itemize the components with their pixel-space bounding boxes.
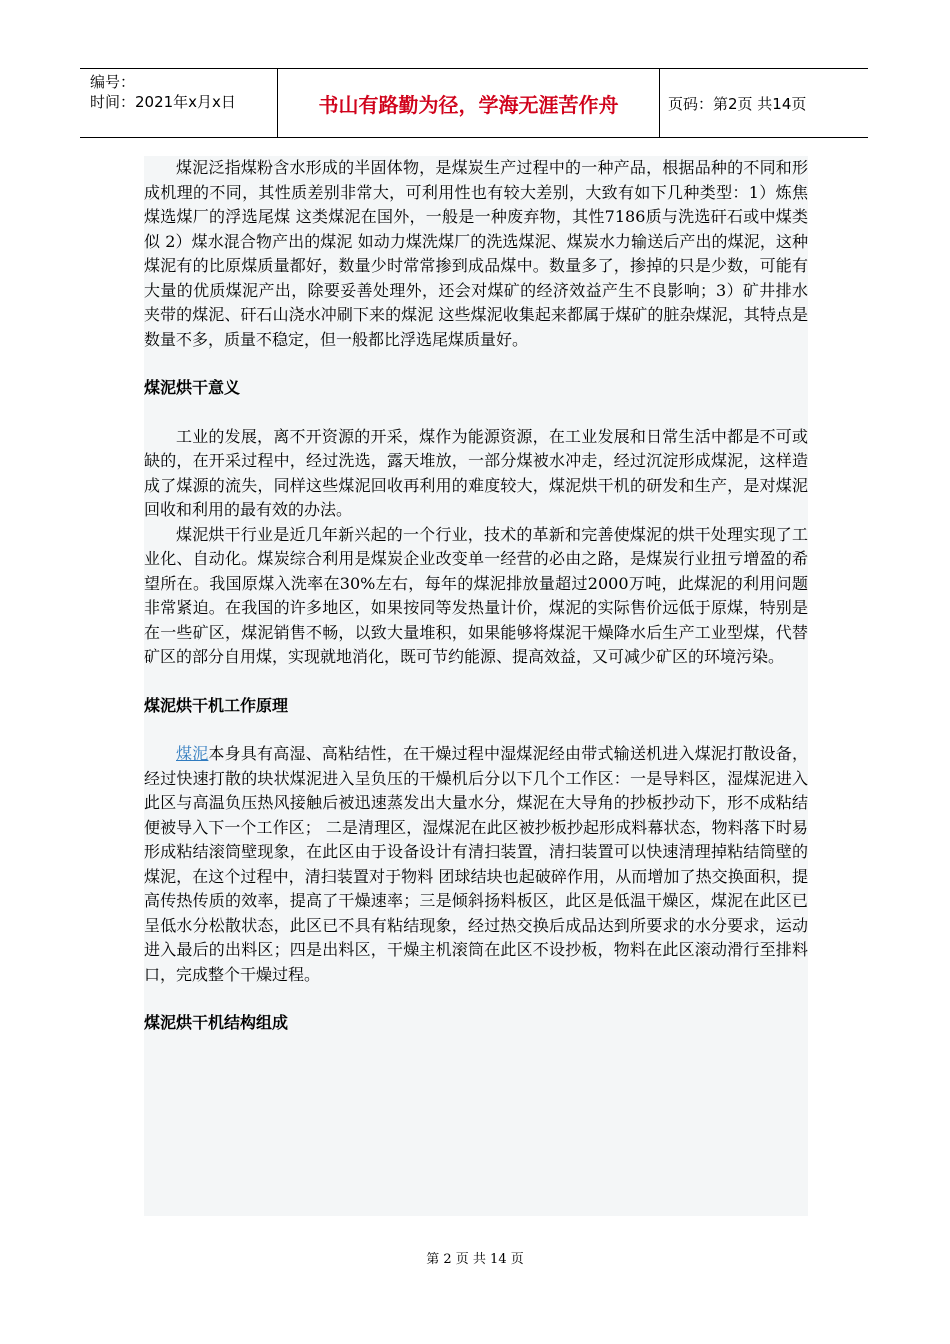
document-body: [144, 156, 808, 1216]
paragraph-working-principle: [144, 742, 808, 987]
header-meta: [80, 69, 278, 137]
working-principle-text: 本身具有高湿、高粘结性，在干燥过程中湿煤泥经由带式输送机进入煤泥打散设备，经过快速打散的块状煤泥进入呈负压的干燥机后分以下几个工作区：一是导料区，湿煤泥进入此区与高温负压热风接触后被迅速蒸发出大量水分，煤泥在大导角的抄板抄动下，形不成粘结便被导入下一个工作区； 二是清理区，湿煤泥在此区被抄板抄起形成料幕状态，物料落下时易形成粘结滚筒壁现象，在此区由于设备设计有清扫装置，清扫装置可以快速清理掉粘结筒壁的煤泥，在这个过程中，清扫装置对于物料 团球结块也起破碎作用，从而增加了热交换面积，提高传热传质的效率，提高了干燥速率；三是倾斜扬料板区，此区是低温干燥区，煤泥在此区已呈低水分松散状态，此区已不具有粘结现象，经过热交换后成品达到所要求的水分要求，运动进入最后的出料区；四是出料区，干燥主机滚筒在此区不设抄板，物料在此区滚动滑行至排料口，完成整个干燥过程。: [144, 744, 808, 984]
header-page-number: 页码：第2页 共14页: [668, 94, 807, 113]
page-footer: 第 2 页 共 14 页: [426, 1252, 524, 1267]
heading-drying-significance: 煤泥烘干意义: [144, 378, 241, 397]
header-motto: 书山有路勤为径，学海无涯苦作舟: [278, 69, 660, 137]
document-number: 编号：: [90, 73, 136, 91]
heading-working-principle: 煤泥烘干机工作原理: [144, 695, 289, 715]
paragraph-significance-2: 煤泥烘干行业是近几年新兴起的一个行业，技术的革新和完善使煤泥的烘干处理实现了工业化、自动化。煤炭综合利用是煤炭企业改变单一经营的必由之路，是煤炭行业扭亏增盈的希望所在。我国原煤入洗率在30%左右，每年的煤泥排放量超过2000万吨，此煤泥的利用问题非常紧迫。在我国的许多地区，如果按同等发热量计价，煤泥的实际售价远低于原煤，特别是在一些矿区，煤泥销售不畅，以致大量堆积，如果能够将煤泥干燥降水后生产工业型煤，代替矿区的部分自用煤，实现就地消化，既可节约能源、提高效益，又可减少矿区的环境污染。: [144, 524, 808, 666]
document-date: 时间：2021年x月x日: [90, 93, 236, 111]
page-header: [80, 68, 868, 138]
coal-slime-link[interactable]: 煤泥: [176, 744, 209, 763]
heading-structure: 煤泥烘干机结构组成: [144, 1013, 289, 1032]
paragraph-intro: 煤泥泛指煤粉含水形成的半固体物，是煤炭生产过程中的一种产品，根据品种的不同和形成机理的不同，其性质差别非常大，可利用性也有较大差别，大致有如下几种类型：1）炼焦煤选煤厂的浮选尾煤 这类煤泥在国外，一般是一种废弃物，其性7186质与洗选矸石或中煤类似 2）煤水混合物产出的煤泥 如动力煤洗煤厂的洗选煤泥、煤炭水力输送后产出的煤泥，这种煤泥有的比原煤质量都好，数量少时常常掺到成品煤中。数量多了，掺掉的只是少数，可能有大量的优质煤泥产出，除要妥善处理外，还会对煤矿的经济效益产生不良影响；3）矿井排水夹带的煤泥、矸石山浇水冲刷下来的煤泥 这些煤泥收集起来都属于煤矿的脏杂煤泥，其特点是数量不多，质量不稳定，但一般都比浮选尾煤质量好。: [144, 158, 808, 349]
paragraph-significance-1: 工业的发展，离不开资源的开采，煤作为能源资源，在工业发展和日常生活中都是不可或缺的，在开采过程中，经过洗选，露天堆放，一部分煤被水冲走，经过沉淀形成煤泥，这样造成了煤源的流失，同样这些煤泥回收再利用的难度较大，煤泥烘干机的研发和生产，是对煤泥回收和利用的最有效的办法。: [144, 426, 808, 519]
